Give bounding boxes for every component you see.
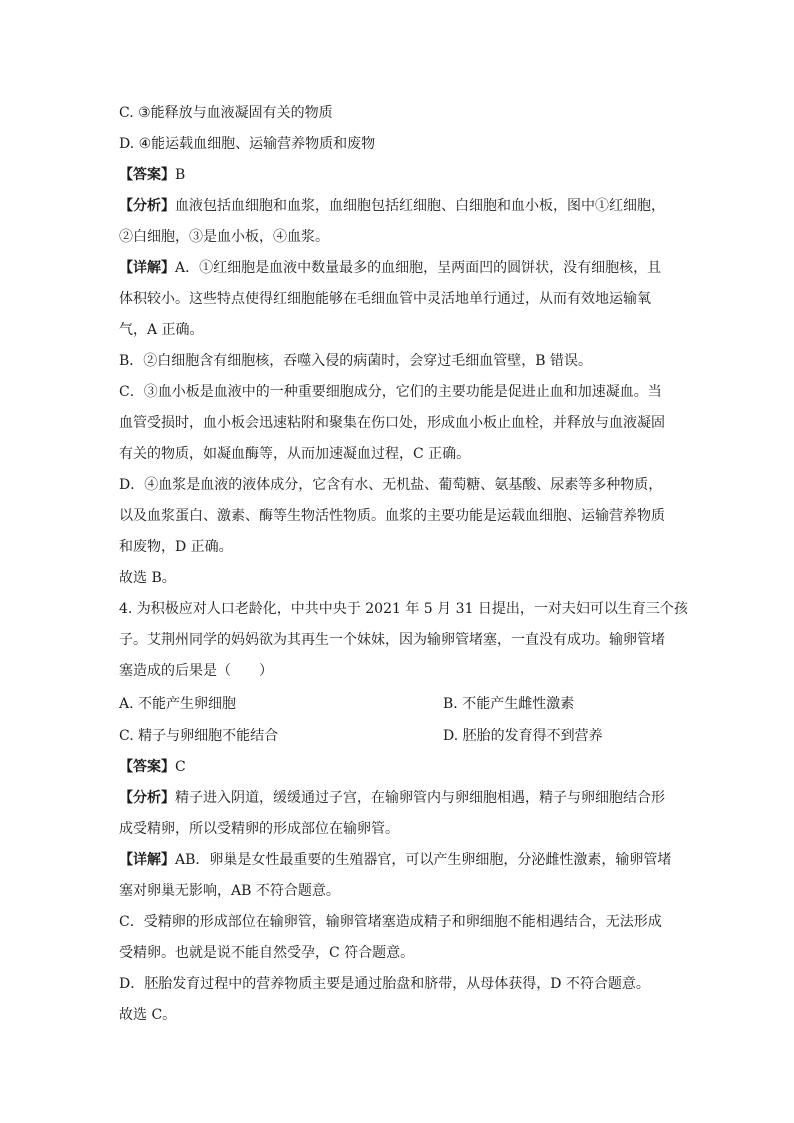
detail-line-5: D．胚胎发育过程中的营养物质主要是通过胎盘和脐带，从母体获得，D 不符合题意。	[119, 976, 650, 992]
detail-line-2: 体积较小。这些特点使得红细胞能够在毛细血管中灵活地单行通过，从而有效地运输氧	[119, 291, 651, 307]
answer-label: 【答案】	[119, 167, 175, 183]
detail-label: 【详解】	[119, 852, 175, 868]
analysis-label: 【分析】	[119, 790, 175, 806]
detail-line-1	[119, 850, 671, 870]
analysis-line-1	[119, 196, 665, 216]
detail-line-3: 气，A 正确。	[119, 322, 204, 338]
option-b: B. 不能产生雌性激素	[443, 696, 575, 712]
option-d: D. 胚胎的发育得不到营养	[443, 728, 603, 744]
option-c: C. 精子与卵细胞不能结合	[119, 728, 279, 744]
detail-text: A．①红细胞是血液中数量最多的血细胞，呈两面凹的圆饼状，没有细胞核，且	[175, 260, 662, 276]
detail-line-5: C．③血小板是血液中的一种重要细胞成分，它们的主要功能是促进止血和加速凝血。当	[119, 384, 662, 400]
detail-label: 【详解】	[119, 260, 175, 276]
option-a: A. 不能产生卵细胞	[119, 696, 237, 712]
answer-line	[119, 165, 185, 185]
detail-line-9: 以及血浆蛋白、激素、酶等生物活性物质。血浆的主要功能是运载血细胞、运输营养物质	[119, 508, 665, 524]
analysis-label: 【分析】	[119, 198, 175, 214]
answer-label: 【答案】	[119, 759, 175, 775]
analysis-line-1	[119, 788, 665, 808]
question-stem-line-3: 塞造成的后果是（ ）	[119, 663, 273, 679]
detail-line-2: 塞对卵巢无影响，AB 不符合题意。	[119, 883, 340, 899]
detail-line-6: 血管受损时，血小板会迅速粘附和聚集在伤口处，形成血小板止血栓，并释放与血液凝固	[119, 415, 665, 431]
detail-line-8: D．④血浆是血液的液体成分，它含有水、无机盐、葡萄糖、氨基酸、尿素等多种物质，	[119, 477, 663, 493]
detail-text: AB．卵巢是女性最重要的生殖器官，可以产生卵细胞，分泌雌性激素，输卵管堵	[175, 852, 672, 868]
conclusion: 故选 C。	[119, 1007, 177, 1023]
detail-line-10: 和废物，D 正确。	[119, 539, 233, 555]
analysis-line-2: 成受精卵，所以受精卵的形成部位在输卵管。	[119, 821, 399, 837]
question-stem-line-2: 子。艾荆州同学的妈妈欲为其再生一个妹妹，因为输卵管堵塞，一直没有成功。输卵管堵	[119, 632, 665, 648]
conclusion: 故选 B。	[119, 570, 176, 586]
analysis-line-2: ②白细胞，③是血小板，④血浆。	[119, 229, 329, 245]
answer-value: B	[175, 167, 186, 183]
analysis-text: 血液包括血细胞和血浆，血细胞包括红细胞、白细胞和血小板，图中①红细胞，	[175, 198, 665, 214]
option-d: D. ④能运载血细胞、运输营养物质和废物	[119, 136, 376, 152]
detail-line-7: 有关的物质，如凝血酶等，从而加速凝血过程，C 正确。	[119, 446, 471, 462]
answer-value: C	[175, 759, 186, 775]
detail-line-3: C．受精卵的形成部位在输卵管，输卵管堵塞造成精子和卵细胞不能相遇结合，无法形成	[119, 914, 662, 930]
detail-line-1	[119, 258, 661, 278]
option-c: C. ③能释放与血液凝固有关的物质	[119, 105, 333, 121]
question-stem-line-1: 4. 为积极应对人口老龄化，中共中央于 2021 年 5 月 31 日提出，一对夫妇可以生育三个孩	[119, 601, 688, 617]
detail-line-4: B．②白细胞含有细胞核，吞噬入侵的病菌时，会穿过毛细血管壁，B 错误。	[119, 353, 593, 369]
analysis-text: 精子进入阴道，缓缓通过子宫，在输卵管内与卵细胞相遇，精子与卵细胞结合形	[175, 790, 665, 806]
answer-line	[119, 757, 186, 777]
detail-line-4: 受精卵。也就是说不能自然受孕，C 符合题意。	[119, 945, 415, 961]
